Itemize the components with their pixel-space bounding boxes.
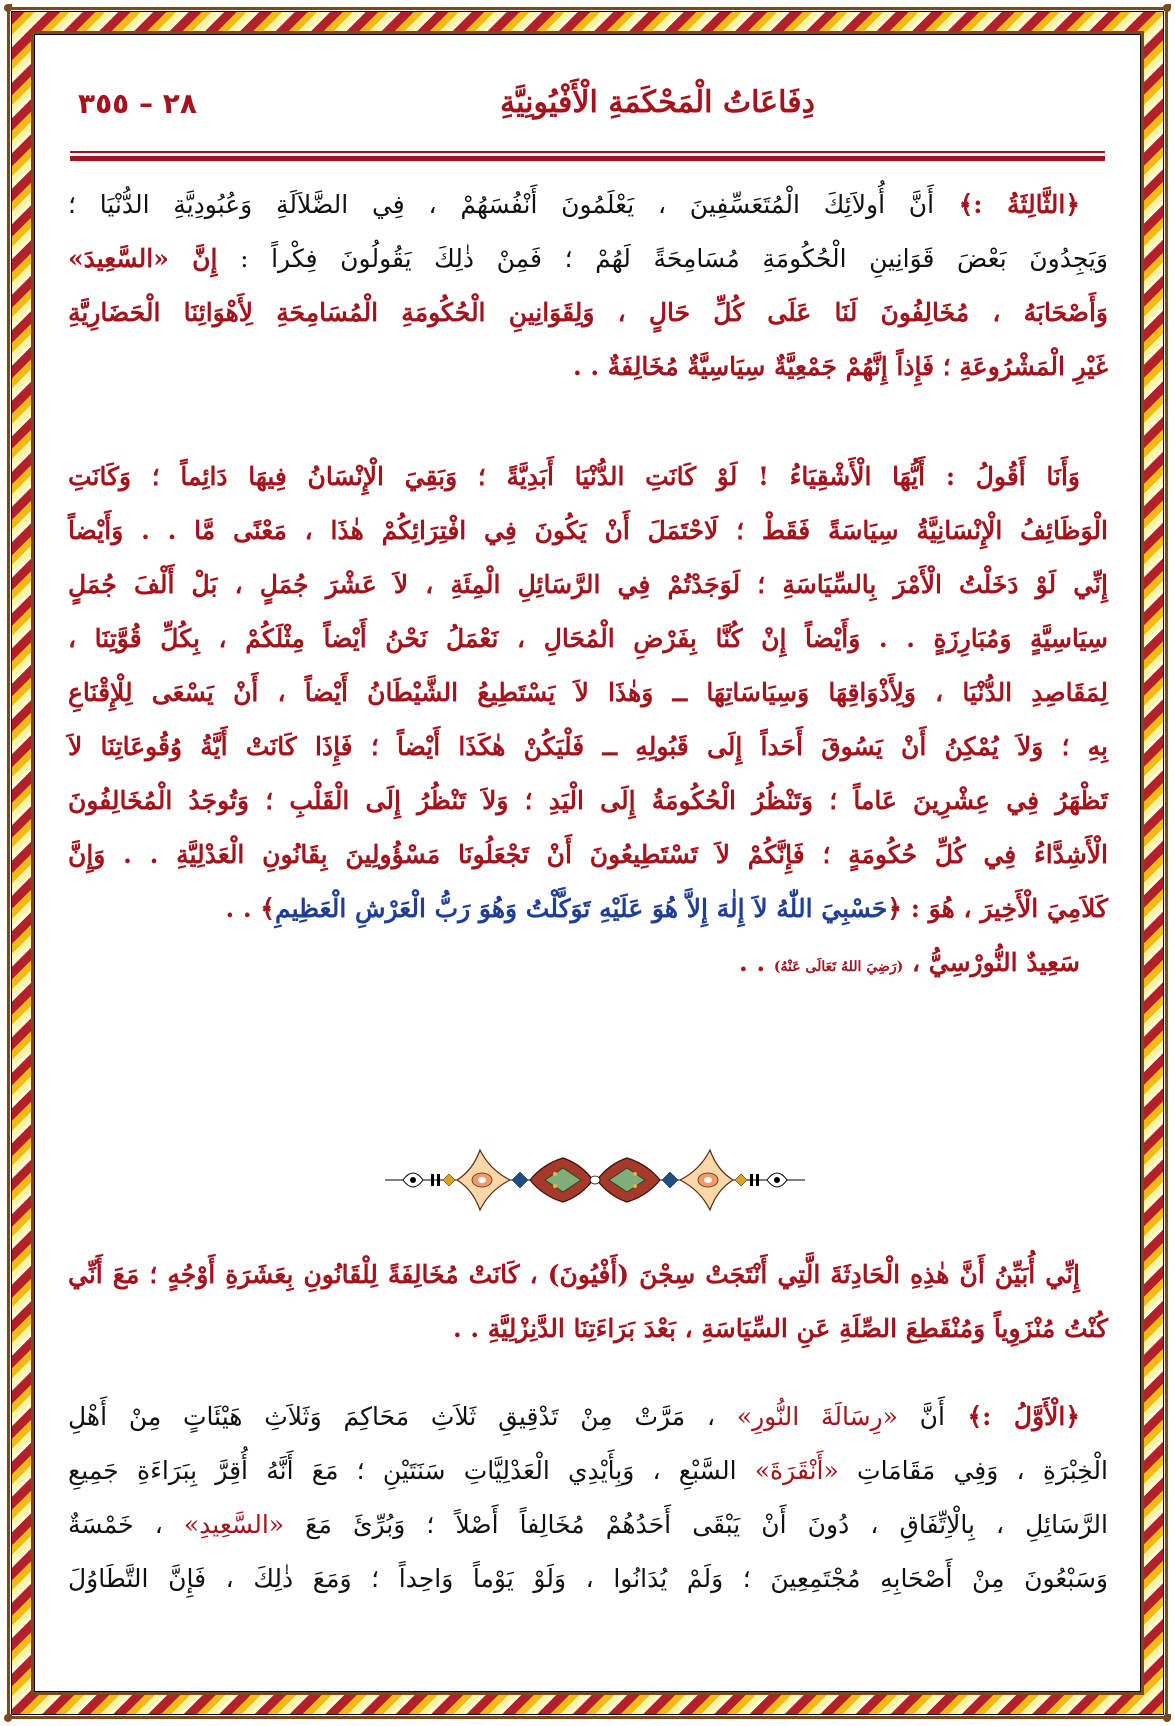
corner-ornament-icon — [1163, 4, 1171, 12]
quoted-claim: إِنَّ «السَّعِيدَ» — [68, 244, 218, 273]
point-label: ﴿الثَّالِثَةُ :﴾ — [934, 190, 1080, 219]
header-rule-thin — [70, 151, 1105, 153]
page-header — [70, 85, 1105, 135]
text-line: لِمَقَاصِدِ الدُّنْيَا ، وَلِأَذْوَاقِهَا وَسِيَاسَاتِهَا ــ وَهٰذَا لاَ يَسْتَطِيعُ الشَّيْطَانُ أَيْضاً ، أَنْ يَسْعَى لِلْإِقْنَاعِ — [68, 678, 1108, 707]
paragraph-introduction — [68, 1248, 1108, 1356]
text-line — [68, 178, 1108, 232]
text-line — [68, 232, 1108, 286]
text-run: ، مَرَّتْ مِنْ تَدْقِيقِ ثَلاَثِ مَحَاكِمَ وَثَلاَثِ هَيْئَاتٍ مِنْ أَهْلِ — [68, 1402, 737, 1431]
text-line — [68, 1552, 1108, 1606]
running-title: دِفَاعَاتُ الْمَحْكَمَةِ الْأَفْيُونِيَّةِ — [499, 85, 815, 120]
corner-ornament-icon — [4, 1714, 12, 1722]
text-line: بِهِ ؛ وَلاَ يُمْكِنُ أَنْ يَسُوقَ أَحَداً إِلَى قَبُولِهِ ــ فَلْيَكُنْ هٰكَذَا أَيْضاً ؛ فَإِذَا كَانَتْ أَيَّةُ وُقُوعَاتِنَا لاَ — [68, 732, 1108, 761]
floral-divider-icon — [385, 1140, 805, 1220]
text-run: . . — [225, 894, 261, 923]
text-line: إِنِّي لَوْ دَخَلْتُ الْأَمْرَ بِالسِّيَاسَةِ ؛ لَوَجَدْتُمْ فِي الرَّسَائِلِ الْمِئَةِ ، لاَ عَشْرَ جُمَلٍ ، بَلْ أَلْفَ جُمَلٍ — [68, 570, 1108, 599]
corner-ornament-icon — [1163, 1714, 1171, 1722]
signature-line — [68, 936, 1108, 994]
signature-name: سَعِيدٌ النُّورْسِيُّ ، — [903, 948, 1080, 977]
text-run: الْخِبْرَةِ ، وَفِي مَقَامَاتِ — [838, 1456, 1108, 1485]
closing-line — [68, 882, 1108, 936]
text-line — [68, 1390, 1108, 1444]
paragraph-response — [68, 450, 1108, 994]
text-run: وَسَبْعُونَ مِنْ أَصْحَابِهِ مُجْتَمِعِينَ ؛ وَلَمْ يُدَانُوا ، وَلَوْ يَوْماً وَاحِداً ؛ وَمَعَ ذٰلِكَ ، فَإِنَّ التَّطَاوُلَ — [68, 1564, 1108, 1593]
text-run: أَنَّ — [897, 1402, 945, 1431]
text-line: الْوَظَائِفُ الْإِنْسَانِيَّةُ سِيَاسَةً فَقَطْ ؛ لَاحْتَمَلَ أَنْ يَكُونَ فِي افْتِرَائِكُمْ هٰذَا ، مَعْنًى مَّا . . وَأَيْضاً — [68, 516, 1108, 545]
text-line: الْأَشِدَّاءُ فِي كُلِّ حُكُومَةٍ ؛ فَإِنَّكُمْ لاَ تَسْتَطِيعُونَ أَنْ تَجْعَلُونَا مَسْؤُولِينَ بِقَانُونِ الْعَدْلِيَّةِ . . وَإِنَّ — [68, 840, 1108, 869]
text-line: كُنْتُ مُنْزَوِياً وَمُنْقَطِعَ الصِّلَةِ عَنِ السِّيَاسَةِ ، بَعْدَ بَرَاءَتِنَا الدَّنِزْلِيَّةِ . . — [452, 1314, 1108, 1343]
corner-ornament-icon — [4, 4, 12, 12]
verse-bracket-open: ﴿ — [887, 894, 903, 923]
verse-bracket-close: ﴾ — [260, 894, 275, 923]
text-run: . . — [739, 948, 774, 977]
quranic-verse: حَسْبِيَ اللّٰهُ لاَ إِلٰهَ إِلاَّ هُوَ عَلَيْهِ تَوَكَّلْتُ وَهُوَ رَبُّ الْعَرْشِ الْعَظِيمِ — [274, 894, 888, 923]
honorific-seal: (رَضِيَ اللهُ تَعَالَى عَنْهُ) — [773, 959, 904, 975]
text-run: كَلاَمِيَ الْأَخِيرَ ، هُوَ : — [902, 894, 1108, 923]
text-line: وَأَنَا أَقُولُ : أَيُّهَا الْأَشْقِيَاءُ ! لَوْ كَانَتِ الدُّنْيَا أَبَدِيَّةً ؛ وَبَقِيَ الْإِنْسَانُ فِيهَا دَائِماً ؛ وَكَانَتِ — [68, 462, 1080, 491]
text-line: سِيَاسِيَّةٍ وَمُبَارِزَةٍ . . وَأَيْضاً إِنْ كُنَّا بِفَرْضِ الْمُحَالِ ، نَعْمَلُ نَحْنُ أَيْضاً مِثْلَكُمْ ، بِكُلِّ قُوَّتِنَا ، — [68, 624, 1108, 653]
text-line: إِنِّي أُبَيِّنُ أَنَّ هٰذِهِ الْحَادِثَةَ الَّتِي أَنْتَجَتْ سِجْنَ (أَفْيُونَ) ، كَانَتْ مُخَالِفَةً لِلْقَانُونِ بِعَشَرَةِ أَوْجُهٍ ؛ مَعَ أَنِّي — [68, 1260, 1080, 1289]
text-run: الرَّسَائِلِ ، بِالْاِتِّفَاقِ ، دُونَ أَنْ يَبْقَى أَحَدُهُمْ مُخَالِفاً أَصْلاً ؛ وَبُرِّئَ مَعَ — [284, 1510, 1108, 1539]
text-line — [68, 1444, 1108, 1498]
text-line — [68, 286, 1108, 340]
text-line — [68, 340, 1108, 394]
text-run: وَيَجِدُونَ بَعْضَ قَوَانِينِ الْحُكُومَةِ مُسَامِحَةً لَهُمْ ؛ فَمِنْ ذٰلِكَ يَقُولُونَ فِكْراً : — [217, 244, 1109, 273]
quoted-name: «السَّعِيدِ» — [183, 1510, 285, 1539]
text-line — [68, 1498, 1108, 1552]
text-line: تَظْهَرُ فِي عِشْرِينَ عَاماً ؛ وَتَنْظُرُ الْحُكُومَةُ إِلَى الْيَدِ ؛ وَلاَ تَنْظُرُ إِلَى الْقَلْبِ ؛ وَتُوجَدُ الْمُخَالِفُونَ — [68, 786, 1108, 815]
text-run: السَّبْعِ ، وَبِأَيْدِي الْعَدْلِيَّاتِ سَنَتَيْنِ ؛ مَعَ أَنَّهُ أُقِرَّ بِبَرَاءَةِ جَمِيعِ — [68, 1456, 755, 1485]
quoted-title: «رِسَالَةَ النُّورِ» — [736, 1402, 898, 1431]
paragraph-first-point — [68, 1390, 1108, 1606]
point-label: ﴿الْأَوَّلُ :﴾ — [944, 1402, 1080, 1431]
text-run: ، خَمْسَةٌ — [68, 1510, 184, 1539]
quoted-claim: وَأَصْحَابَهُ ، مُخَالِفُونَ لَنَا عَلَى كُلِّ حَالٍ ، وَلِقَوَانِينِ الْحُكُومَةِ الْمُسَامِحَةِ لِأَهْوَائِنَا الْحَضَارِيَّةِ — [68, 298, 1108, 327]
header-rule-thick — [70, 156, 1105, 161]
quoted-place: «أَنْقَرَةَ» — [754, 1456, 839, 1485]
quoted-claim: غَيْرِ الْمَشْرُوعَةِ ؛ فَإِذاً إِنَّهُمْ جَمْعِيَّةٌ سِيَاسِيَّةٌ مُخَالِفَةٌ . . — [572, 352, 1108, 381]
page-number: ٢٨ – ٣٥٥ — [78, 87, 197, 120]
text-run: أَنَّ أُولاَئِكَ الْمُتَعَسِّفِينَ ، يَعْلَمُونَ أَنْفُسَهُمْ ، فِي الضَّلاَلَةِ وَعُبُودِيَّةِ الدُّنْيَا ؛ — [68, 190, 935, 219]
paragraph-third-point — [68, 178, 1108, 394]
